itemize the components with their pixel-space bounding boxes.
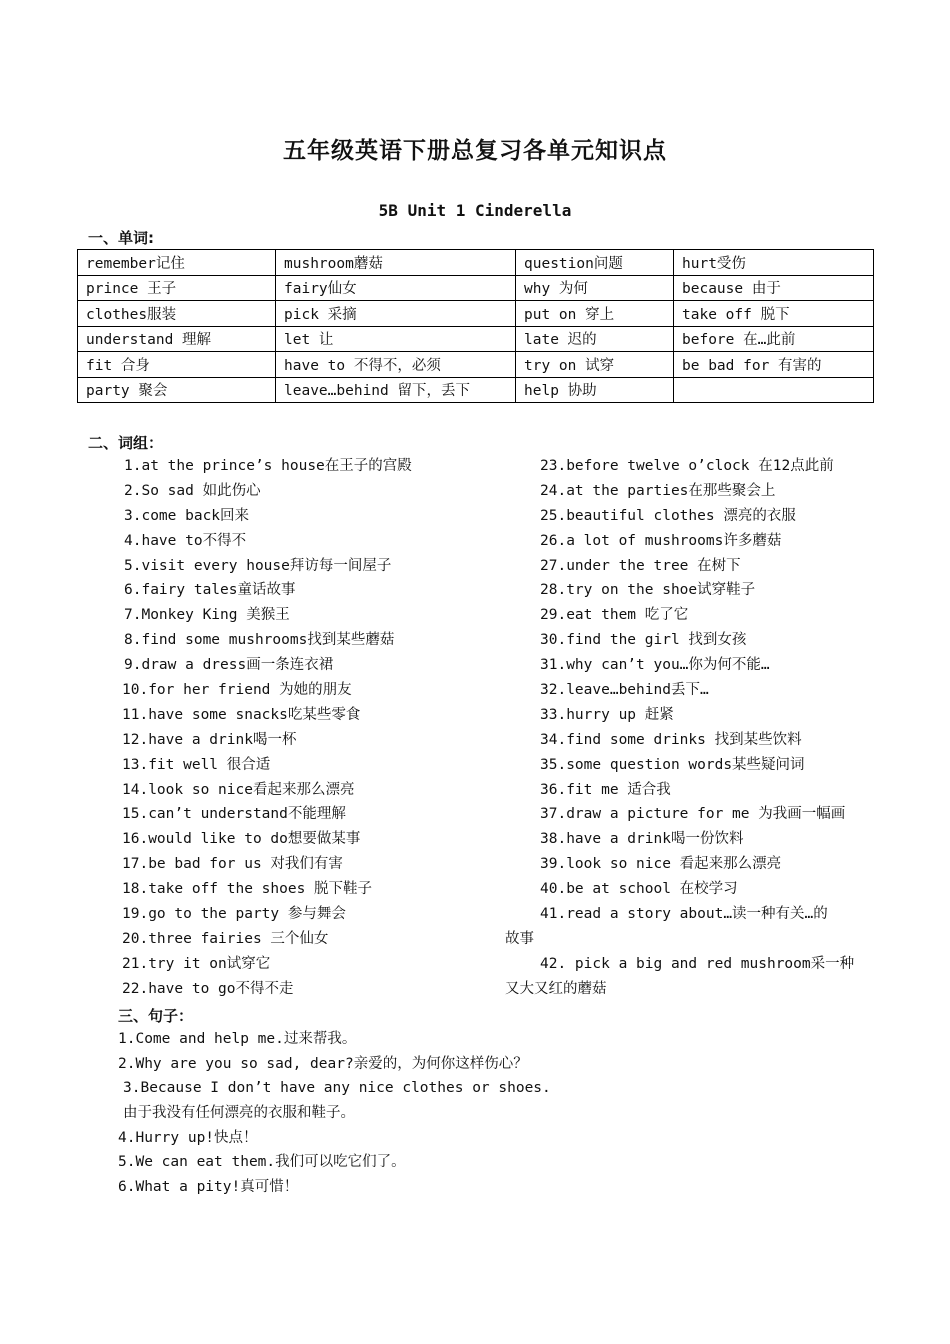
phrase-item: 13.fit well 很合适	[122, 756, 271, 773]
phrase-item: 3.come back回来	[124, 507, 250, 524]
phrase-item: 15.can’t understand不能理解	[122, 806, 346, 823]
phrase-item: 41.read a story about…读一种有关…的	[540, 906, 828, 923]
sentence-item: 1.Come and help me.过来帮我。	[118, 1031, 357, 1047]
phrase-item: 33.hurry up 赶紧	[540, 706, 674, 723]
phrase-item: 36.fit me 适合我	[540, 781, 671, 798]
vocabulary-table	[77, 249, 874, 403]
phrase-item: 39.look so nice 看起来那么漂亮	[540, 856, 782, 873]
phrase-item: 故事	[505, 930, 534, 947]
sentence-item: 3.Because I don’t have any nice clothes or shoes.	[123, 1080, 551, 1097]
vocab-cell: party 聚会	[78, 377, 276, 403]
vocab-cell: be bad for 有害的	[674, 352, 874, 378]
section-heading-sentences: 三、句子：	[118, 1007, 194, 1025]
phrase-item: 37.draw a picture for me 为我画一幅画	[540, 806, 846, 823]
vocab-cell: because 由于	[674, 275, 874, 301]
phrase-item: 24.at the parties在那些聚会上	[540, 482, 776, 499]
vocab-cell: why 为何	[516, 275, 674, 301]
page-title: 五年级英语下册总复习各单元知识点	[283, 138, 667, 164]
phrase-item: 38.have a drink喝一份饮料	[540, 831, 744, 848]
section-heading-phrases: 二、词组：	[88, 434, 164, 452]
vocab-row	[78, 250, 874, 276]
vocab-row	[78, 352, 874, 378]
section-heading-words: 一、单词:	[88, 229, 154, 247]
vocab-cell: fit 合身	[78, 352, 276, 378]
vocab-cell: fairy仙女	[276, 275, 516, 301]
phrase-item: 32.leave…behind丢下…	[540, 682, 709, 699]
vocab-cell: prince 王子	[78, 275, 276, 301]
phrase-item: 19.go to the party 参与舞会	[122, 906, 346, 923]
vocab-cell: late 迟的	[516, 326, 674, 352]
phrase-item: 35.some question words某些疑问词	[540, 756, 805, 773]
phrase-item: 7.Monkey King 美猴王	[124, 607, 290, 624]
phrase-list-right	[505, 454, 855, 1002]
phrase-item: 16.would like to do想要做某事	[122, 831, 361, 848]
phrase-item: 又大又红的蘑菇	[505, 980, 607, 997]
sentence-item: 6.What a pity!真可惜！	[118, 1179, 299, 1196]
phrase-item: 14.look so nice看起来那么漂亮	[122, 781, 355, 798]
vocab-row	[78, 275, 874, 301]
phrase-item: 12.have a drink喝一杯	[122, 731, 297, 748]
phrase-item: 27.under the tree 在树下	[540, 557, 741, 574]
phrase-item: 18.take off the shoes 脱下鞋子	[122, 881, 373, 898]
phrase-item: 25.beautiful clothes 漂亮的衣服	[540, 507, 796, 524]
vocab-cell: put on 穿上	[516, 301, 674, 327]
vocab-cell: mushroom蘑菇	[276, 250, 516, 276]
vocab-cell: before 在…此前	[674, 326, 874, 352]
phrase-item: 5.visit every house拜访每一间屋子	[124, 557, 392, 574]
phrase-item: 29.eat them 吃了它	[540, 607, 689, 624]
phrase-item: 20.three fairies 三个仙女	[122, 930, 329, 947]
phrase-item: 2.So sad 如此伤心	[124, 482, 261, 499]
sentence-item: 由于我没有任何漂亮的衣服和鞋子。	[123, 1105, 355, 1122]
phrase-item: 4.have to不得不	[124, 532, 247, 549]
phrase-item: 9.draw a dress画一条连衣裙	[124, 657, 334, 674]
phrase-item: 23.before twelve o’clock 在12点此前	[540, 458, 834, 474]
sentence-item: 4.Hurry up!快点！	[118, 1129, 258, 1146]
vocab-row	[78, 326, 874, 352]
phrase-item: 42. pick a big and red mushroom采一种	[540, 955, 855, 972]
vocab-cell: have to 不得不，必须	[276, 352, 516, 378]
unit-heading: 5B Unit 1 Cinderella	[378, 201, 572, 220]
phrase-item: 30.find the girl 找到女孩	[540, 632, 747, 649]
phrase-item: 11.have some snacks吃某些零食	[122, 706, 361, 723]
phrase-item: 26.a lot of mushrooms许多蘑菇	[540, 532, 782, 549]
vocab-cell: take off 脱下	[674, 301, 874, 327]
vocab-cell: pick 采摘	[276, 301, 516, 327]
vocab-cell	[674, 377, 874, 403]
vocab-cell: hurt受伤	[674, 250, 874, 276]
phrase-item: 21.try it on试穿它	[122, 955, 271, 972]
phrase-item: 6.fairy tales童话故事	[124, 582, 296, 599]
vocab-cell: try on 试穿	[516, 352, 674, 378]
phrase-item: 28.try on the shoe试穿鞋子	[540, 582, 756, 599]
sentence-item: 2.Why are you so sad, dear?亲爱的，为何你这样伤心？	[118, 1055, 528, 1072]
vocab-cell: remember记住	[78, 250, 276, 276]
vocab-row	[78, 301, 874, 327]
phrase-item: 1.at the prince’s house在王子的宫殿	[124, 458, 412, 474]
vocab-cell: help 协助	[516, 377, 674, 403]
phrase-item: 8.find some mushrooms找到某些蘑菇	[124, 632, 395, 649]
phrase-item: 22.have to go不得不走	[122, 980, 294, 997]
vocab-cell: let 让	[276, 326, 516, 352]
vocab-cell: understand 理解	[78, 326, 276, 352]
sentence-list	[118, 1027, 551, 1200]
vocab-cell: clothes服装	[78, 301, 276, 327]
phrase-list-left	[122, 454, 412, 1002]
phrase-item: 10.for her friend 为她的朋友	[122, 682, 352, 699]
phrase-item: 34.find some drinks 找到某些饮料	[540, 731, 802, 748]
vocab-cell: question问题	[516, 250, 674, 276]
phrase-item: 40.be at school 在校学习	[540, 881, 738, 898]
phrase-item: 31.why can’t you…你为何不能…	[540, 657, 770, 674]
vocab-cell: leave…behind 留下，丢下	[276, 377, 516, 403]
sentence-item: 5.We can eat them.我们可以吃它们了。	[118, 1154, 406, 1171]
phrase-item: 17.be bad for us 对我们有害	[122, 856, 343, 873]
vocab-row	[78, 377, 874, 403]
